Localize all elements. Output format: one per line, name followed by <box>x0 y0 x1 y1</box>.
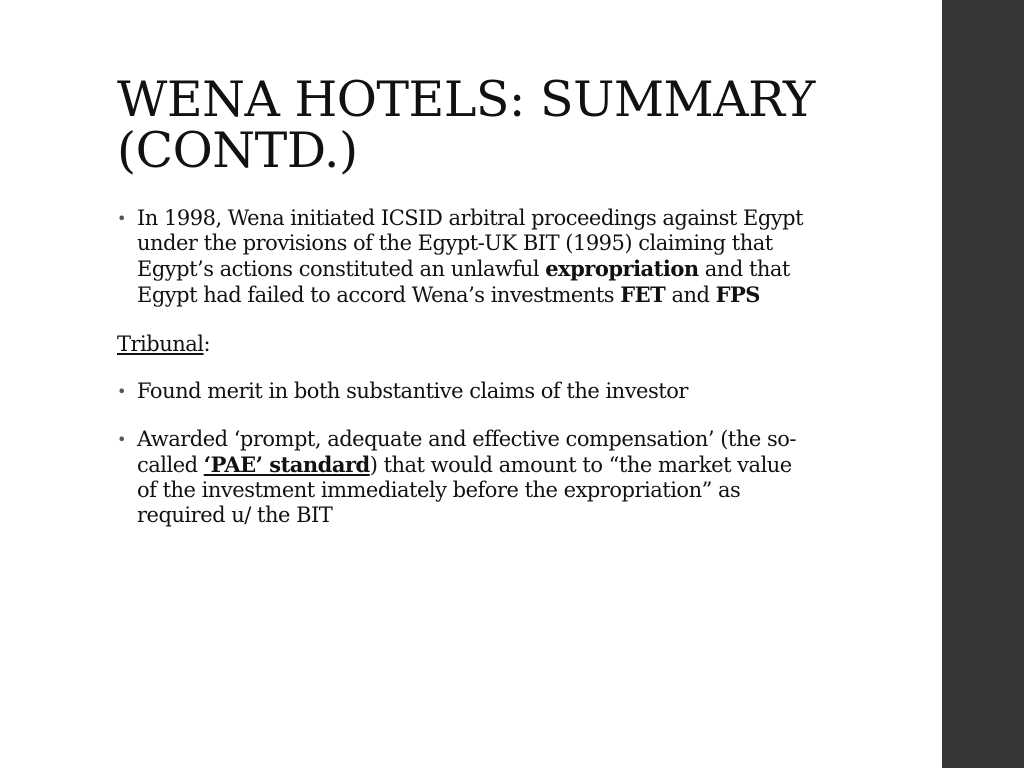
right-side-bar <box>942 0 1024 768</box>
bullet1-text-1: In 1998, Wena initiated ICSID arbitral proceedings against Egypt under the provisions of the Egypt-UK BIT (1995) claiming that Egypt’s actions constituted an unlawful <box>137 206 804 281</box>
slide-body <box>117 206 817 528</box>
title-line-1: WENA HOTELS: SUMMARY <box>117 71 815 128</box>
bullet1-bold-fet: FET <box>620 282 666 307</box>
bullet-dot-icon: • <box>117 382 126 401</box>
tribunal-heading <box>117 332 817 357</box>
title-line-2: (CONTD.) <box>117 122 358 179</box>
bullet2-text: Found merit in both substantive claims of the investor <box>137 379 688 403</box>
bullet-icsid-proceedings <box>117 206 817 308</box>
bullet1-text-3: and <box>665 283 716 307</box>
bullet3-text-1: Awarded ‘prompt, adequate and effective compensation’ (the so-called <box>137 427 797 477</box>
bullet3-text-2: ) that would amount to “the market value of the investment immediately before the expropriation” as required u/ the BIT <box>137 453 792 527</box>
bullet1-bold-fps: FPS <box>715 282 760 307</box>
bullet-found-merit <box>117 379 817 404</box>
slide-title <box>117 71 927 179</box>
bullet1-bold-expropriation: expropriation <box>545 256 699 281</box>
bullet-dot-icon: • <box>117 209 126 228</box>
bullet-awarded-compensation <box>117 427 817 528</box>
bullet-dot-icon: • <box>117 430 126 449</box>
tribunal-label: Tribunal <box>117 332 204 356</box>
bullet1-text-2: and that Egypt had failed to accord Wena’s investments <box>137 257 790 307</box>
bullet3-bold-pae-standard: ‘PAE’ standard <box>203 452 370 477</box>
tribunal-colon: : <box>203 332 211 356</box>
